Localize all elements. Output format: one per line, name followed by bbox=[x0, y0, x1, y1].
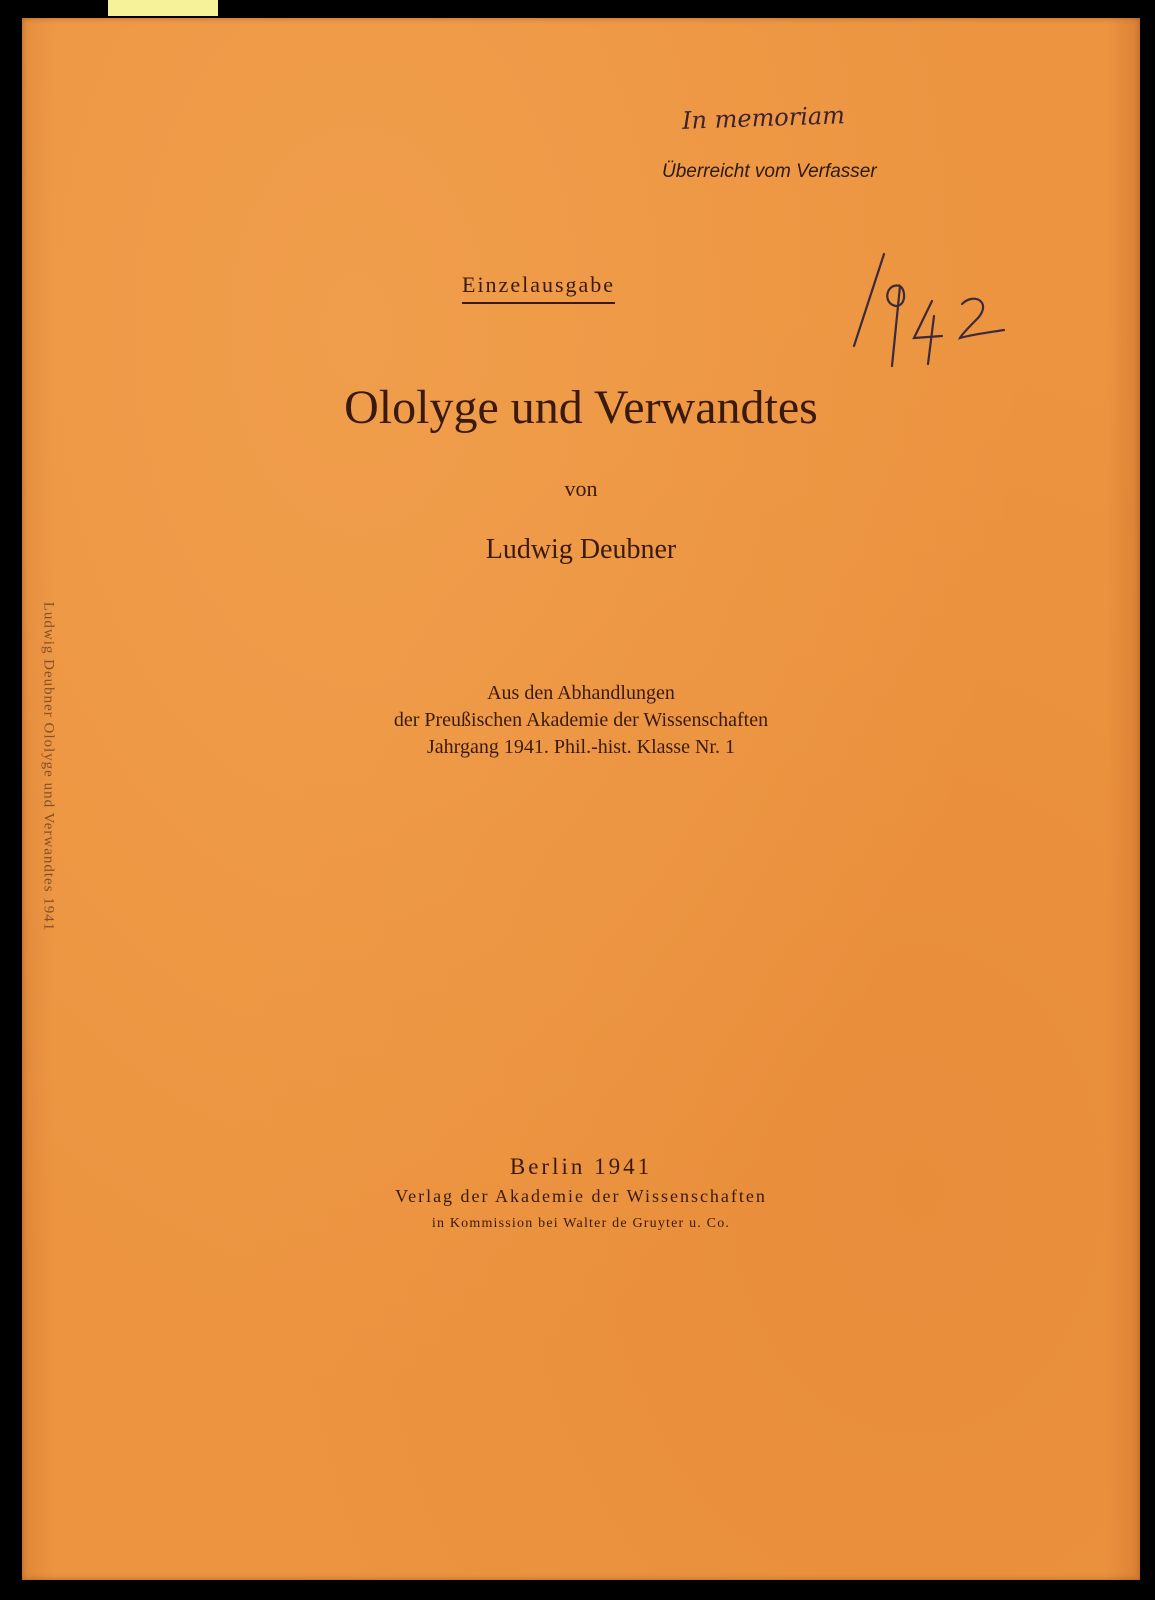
source-line: der Preußischen Akademie der Wissenschaften bbox=[393, 709, 769, 731]
spine-label bbox=[38, 518, 58, 1018]
source-line: Jahrgang 1941. Phil.-hist. Klasse Nr. 1 bbox=[427, 736, 735, 758]
publication-place-year: Berlin 1941 bbox=[509, 1154, 653, 1179]
handwritten-inscription: In memoriam bbox=[681, 101, 846, 135]
spine-text: Ludwig Deubner Ololyge und Verwandtes 1941 bbox=[40, 601, 57, 932]
presented-by-stamp: Überreicht vom Verfasser bbox=[662, 161, 877, 182]
pamphlet-cover bbox=[22, 18, 1140, 1580]
yellow-tab-strip bbox=[108, 0, 218, 16]
publisher-name: Verlag der Akademie der Wissenschaften bbox=[395, 1186, 767, 1206]
by-label: von bbox=[564, 476, 598, 501]
handwritten-year bbox=[842, 246, 1012, 376]
series-label: Einzelausgabe bbox=[462, 272, 615, 304]
source-line: Aus den Abhandlungen bbox=[487, 682, 675, 704]
book-title: Ololyge und Verwandtes bbox=[344, 381, 818, 434]
author-name: Ludwig Deubner bbox=[485, 534, 677, 565]
source-statement bbox=[22, 680, 1140, 761]
commission-note: in Kommission bei Walter de Gruyter u. Co. bbox=[431, 1216, 731, 1231]
